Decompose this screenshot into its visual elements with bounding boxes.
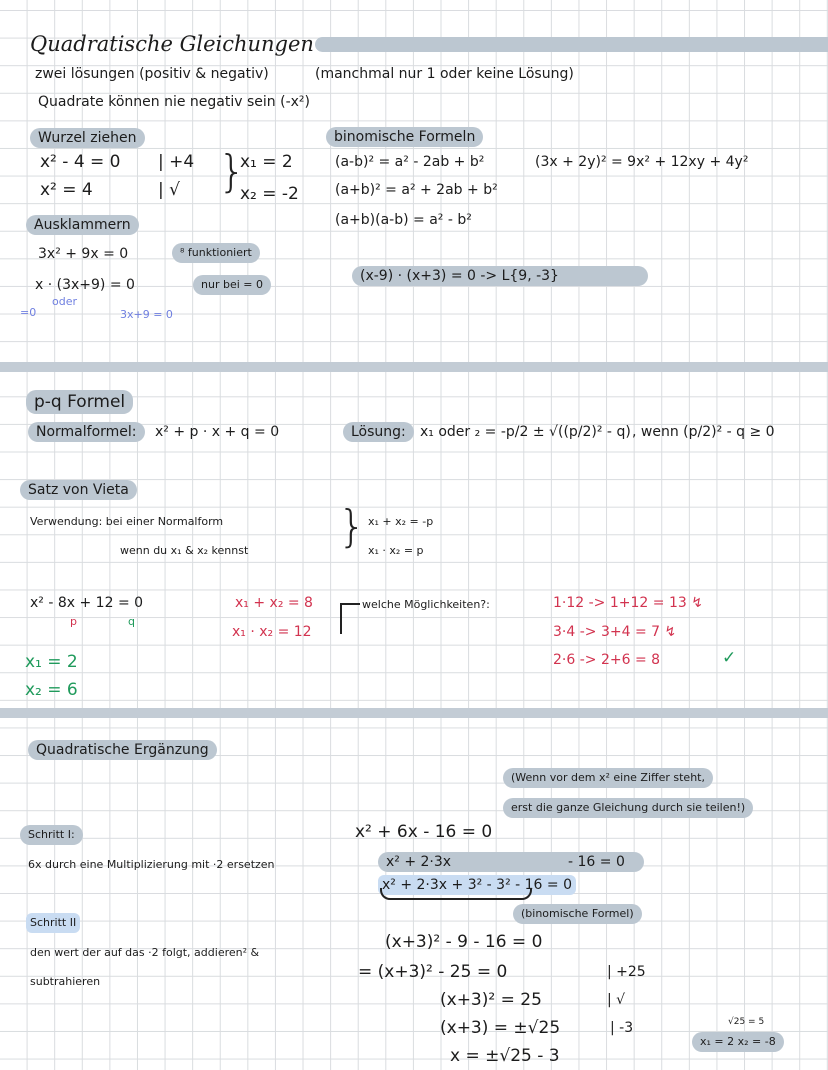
equation: x₁ oder ₂ = -p/2 ± √((p/2)² - q) (420, 424, 631, 440)
equation: x² + p · x + q = 0 (155, 424, 280, 440)
solution: x₁ = 2 (240, 152, 293, 172)
equation-part: x² + 2·3x (386, 854, 452, 870)
equation: x² + 2·3x + 3² - 3² - 16 = 0 (378, 875, 576, 895)
equation: x² + 6x - 16 = 0 (355, 822, 493, 842)
heading-pq-formel: p-q Formel (26, 390, 133, 414)
note: ⁸ funktioniert (172, 243, 260, 263)
equation: (x+3)² - 9 - 16 = 0 (385, 932, 543, 952)
formula: (a+b)(a-b) = a² - b² (335, 212, 472, 228)
text: wenn du x₁ & x₂ kennst (120, 544, 249, 557)
option: 1·12 -> 1+12 = 13 ↯ (553, 595, 703, 611)
note: (Wenn vor dem x² eine Ziffer steht, (503, 768, 713, 788)
rule: x₁ · x₂ = p (368, 544, 424, 557)
note: erst die ganze Gleichung durch sie teilen!) (503, 798, 753, 818)
heading-satz-von-vieta: Satz von Vieta (20, 480, 137, 500)
heading-binomische-formeln: binomische Formeln (326, 127, 483, 147)
equation (378, 852, 644, 872)
brace: } (338, 501, 366, 552)
heading-ausklammern: Ausklammern (26, 215, 139, 235)
page-title: Quadratische Gleichungen (30, 32, 314, 56)
label-loesung: Lösung: (343, 422, 414, 442)
underbrace (380, 888, 532, 900)
section-divider (0, 708, 828, 718)
operation: | √ (607, 992, 626, 1008)
title-highlight (315, 37, 828, 52)
question: welche Möglichkeiten?: (362, 598, 490, 611)
note-zero: =0 (20, 306, 37, 319)
heading-wurzel-ziehen: Wurzel ziehen (30, 128, 145, 148)
operation: | -3 (610, 1020, 634, 1036)
solution: x₂ = 6 (25, 680, 78, 700)
text: Verwendung: bei einer Normalform (30, 515, 224, 528)
text: subtrahieren (30, 975, 101, 988)
condition: , wenn (p/2)² - q ≥ 0 (632, 424, 775, 440)
equation: x · (3x+9) = 0 (35, 277, 135, 293)
note: nur bei = 0 (193, 275, 271, 295)
intro-line-2: (manchmal nur 1 oder keine Lösung) (315, 66, 574, 82)
product: x₁ · x₂ = 12 (232, 624, 312, 640)
operation: | +25 (607, 964, 646, 980)
note: √25 = 5 (728, 1017, 765, 1027)
example-equation: (x-9) · (x+3) = 0 -> L{9, -3} (352, 266, 648, 286)
solution: x₂ = -2 (240, 184, 299, 204)
intro-line-1: zwei lösungen (positiv & negativ) (35, 66, 269, 82)
equation: (x+3)² = 25 (440, 990, 542, 1010)
heading-schritt-2: Schritt II (26, 913, 80, 933)
equation: (x+3) = ±√25 (440, 1018, 561, 1038)
formula-example: (3x + 2y)² = 9x² + 12xy + 4y² (535, 154, 749, 170)
check-icon: ✓ (722, 648, 737, 668)
result: x₁ = 2 x₂ = -8 (692, 1032, 784, 1052)
option: 2·6 -> 2+6 = 8 (553, 652, 661, 668)
solution: x₁ = 2 (25, 652, 78, 672)
equation: = (x+3)² - 25 = 0 (358, 962, 508, 982)
equation: 3x² + 9x = 0 (38, 246, 129, 262)
intro-line-3: Quadrate können nie negativ sein (-x²) (38, 94, 310, 110)
equation: x² - 4 = 0 (40, 152, 121, 172)
option: 3·4 -> 3+4 = 7 ↯ (553, 624, 677, 640)
note-alt: 3x+9 = 0 (120, 308, 173, 321)
label-normalformel: Normalformel: (28, 422, 145, 442)
note-oder: oder (52, 295, 78, 308)
arrow-connector (340, 603, 360, 634)
note: (binomische Formel) (513, 904, 642, 924)
equation-part: - 16 = 0 (568, 854, 625, 870)
heading-schritt-1: Schritt I: (20, 825, 83, 845)
rule: x₁ + x₂ = -p (368, 515, 434, 528)
heading-quadratische-ergaenzung: Quadratische Ergänzung (28, 740, 217, 760)
operation: | √ (158, 180, 180, 200)
formula: (a+b)² = a² + 2ab + b² (335, 182, 498, 198)
brace: } (218, 146, 246, 197)
operation: | +4 (158, 152, 195, 172)
text: 6x durch eine Multiplizierung mit ·2 ersetzen (28, 858, 275, 871)
label-q: q (128, 615, 135, 628)
label-p: p (70, 615, 77, 628)
section-divider (0, 362, 828, 372)
equation: x² = 4 (40, 180, 93, 200)
equation: x = ±√25 - 3 (450, 1046, 560, 1066)
sum: x₁ + x₂ = 8 (235, 595, 313, 611)
text: den wert der auf das ·2 folgt, addieren² & (30, 946, 260, 959)
formula: (a-b)² = a² - 2ab + b² (335, 154, 485, 170)
equation: x² - 8x + 12 = 0 (30, 595, 144, 611)
